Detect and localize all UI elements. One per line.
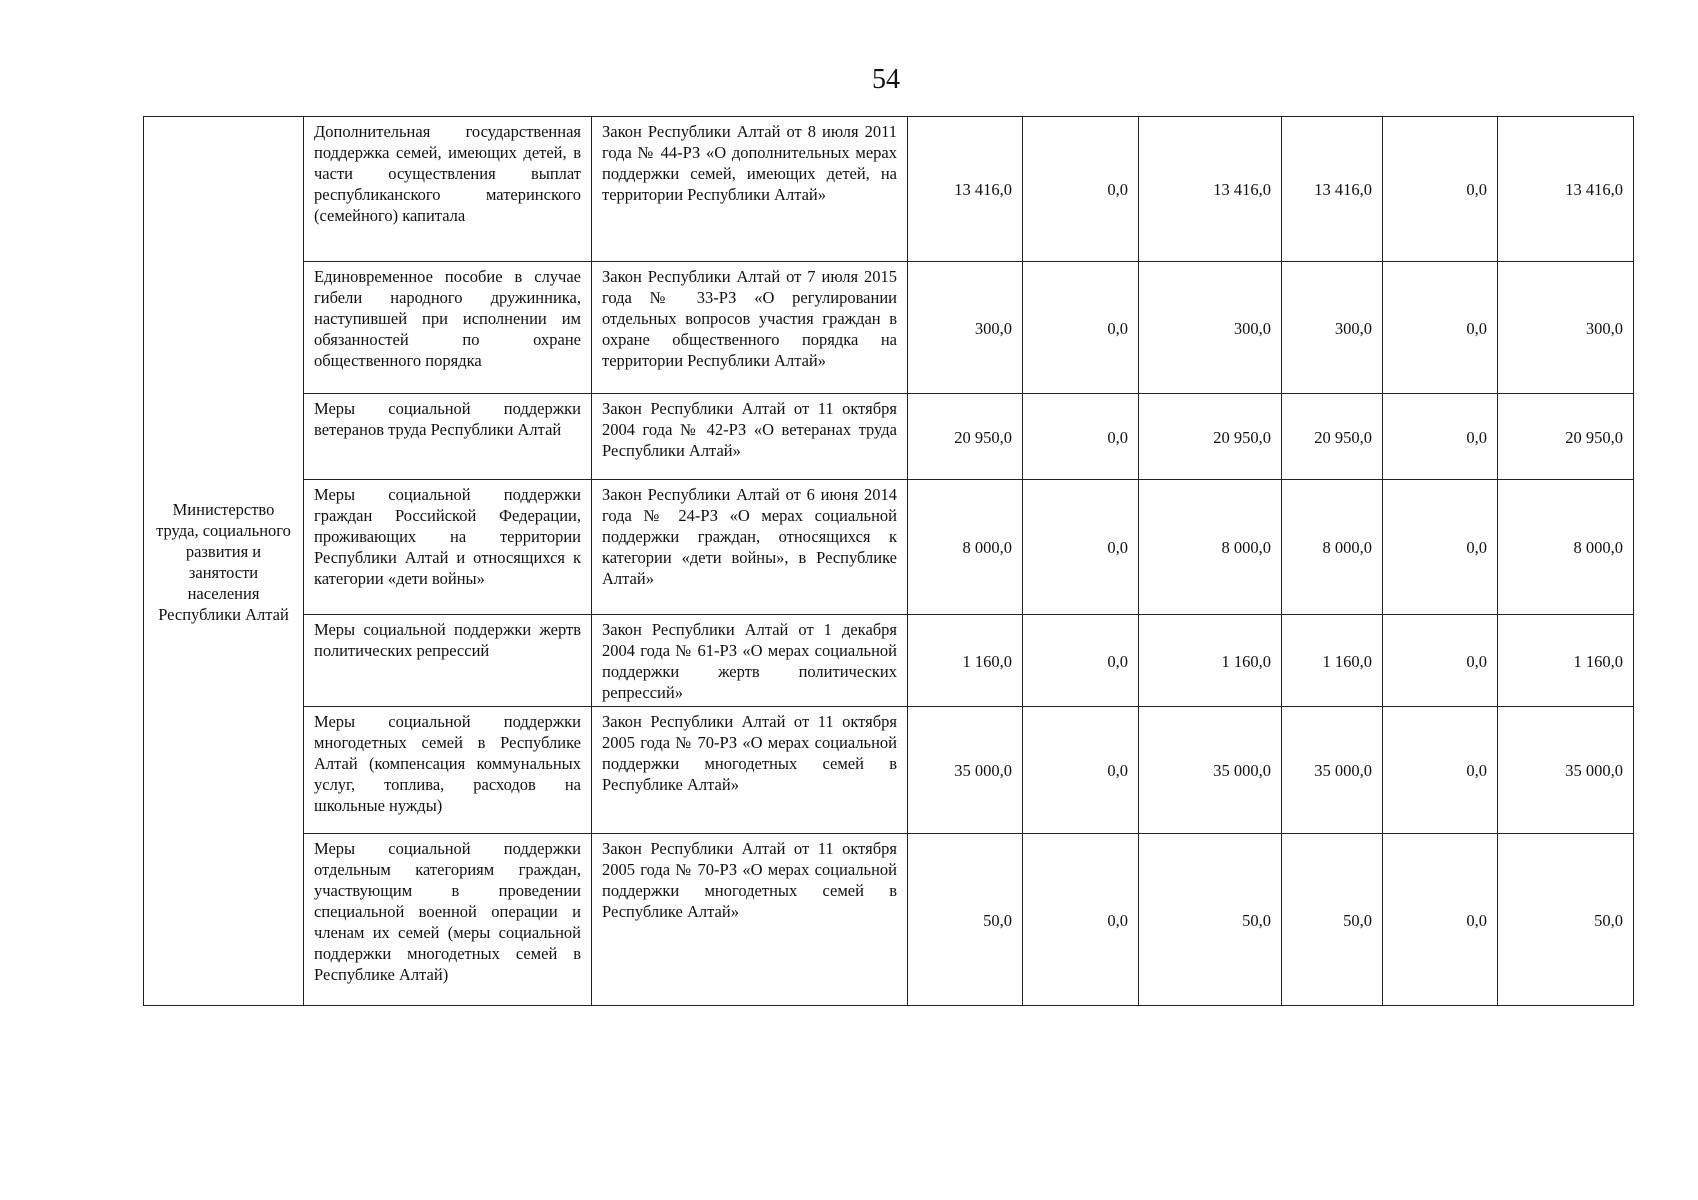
law-cell: Закон Республики Алтай от 7 июля 2015 года № 33-РЗ «О регулировании отдельных вопросов участия граждан в охране общественного порядка на территории Республики Алтай» — [592, 262, 908, 394]
measure-cell: Меры социальной поддержки отдельным категориям граждан, участвующим в проведении специальной военной операции и членам их семей (меры социальной поддержки многодетных семей в Республике Алтай) — [304, 834, 592, 1006]
value-cell: 300,0 — [1498, 262, 1634, 394]
table-row — [144, 262, 1634, 394]
table-row — [144, 707, 1634, 834]
value-cell: 50,0 — [1282, 834, 1383, 1006]
value-cell: 1 160,0 — [908, 615, 1023, 707]
value-cell: 300,0 — [908, 262, 1023, 394]
table-row — [144, 117, 1634, 262]
value-cell: 1 160,0 — [1139, 615, 1282, 707]
measure-cell: Меры социальной поддержки граждан Российской Федерации, проживающих на территории Республики Алтай и относящихся к категории «дети войны» — [304, 480, 592, 615]
value-cell: 0,0 — [1023, 262, 1139, 394]
value-cell: 0,0 — [1023, 117, 1139, 262]
measure-cell: Меры социальной поддержки ветеранов труда Республики Алтай — [304, 394, 592, 480]
value-cell: 35 000,0 — [1139, 707, 1282, 834]
law-cell: Закон Республики Алтай от 1 декабря 2004 года № 61-РЗ «О мерах социальной поддержки жертв политических репрессий» — [592, 615, 908, 707]
value-cell: 8 000,0 — [1498, 480, 1634, 615]
value-cell: 0,0 — [1383, 615, 1498, 707]
value-cell: 0,0 — [1383, 480, 1498, 615]
value-cell: 0,0 — [1023, 707, 1139, 834]
value-cell: 13 416,0 — [1282, 117, 1383, 262]
value-cell: 8 000,0 — [908, 480, 1023, 615]
value-cell: 35 000,0 — [1282, 707, 1383, 834]
value-cell: 50,0 — [1498, 834, 1634, 1006]
value-cell: 0,0 — [1383, 834, 1498, 1006]
value-cell: 35 000,0 — [1498, 707, 1634, 834]
value-cell: 35 000,0 — [908, 707, 1023, 834]
value-cell: 0,0 — [1023, 834, 1139, 1006]
law-cell: Закон Республики Алтай от 6 июня 2014 года № 24-РЗ «О мерах социальной поддержки граждан, относящихся к категории «дети войны», в Республике Алтай» — [592, 480, 908, 615]
value-cell: 0,0 — [1383, 394, 1498, 480]
measure-cell: Единовременное пособие в случае гибели народного дружинника, наступившей при исполнении им обязанностей по охране общественного порядка — [304, 262, 592, 394]
ministry-cell: Министерство труда, социального развития и занятости населения Республики Алтай — [144, 117, 304, 1006]
value-cell: 20 950,0 — [1498, 394, 1634, 480]
value-cell: 1 160,0 — [1498, 615, 1634, 707]
value-cell: 13 416,0 — [908, 117, 1023, 262]
value-cell: 0,0 — [1383, 707, 1498, 834]
value-cell: 0,0 — [1383, 262, 1498, 394]
value-cell: 8 000,0 — [1282, 480, 1383, 615]
value-cell: 300,0 — [1282, 262, 1383, 394]
value-cell: 20 950,0 — [1282, 394, 1383, 480]
value-cell: 20 950,0 — [1139, 394, 1282, 480]
table-row — [144, 480, 1634, 615]
page-number: 54 — [872, 64, 900, 95]
value-cell: 20 950,0 — [908, 394, 1023, 480]
measure-cell: Меры социальной поддержки жертв политических репрессий — [304, 615, 592, 707]
value-cell: 0,0 — [1023, 394, 1139, 480]
value-cell: 8 000,0 — [1139, 480, 1282, 615]
law-cell: Закон Республики Алтай от 11 октября 2005 года № 70-РЗ «О мерах социальной поддержки многодетных семей в Республике Алтай» — [592, 707, 908, 834]
value-cell: 13 416,0 — [1139, 117, 1282, 262]
value-cell: 50,0 — [1139, 834, 1282, 1006]
table-row — [144, 394, 1634, 480]
law-cell: Закон Республики Алтай от 11 октября 2005 года № 70-РЗ «О мерах социальной поддержки многодетных семей в Республике Алтай» — [592, 834, 908, 1006]
table-row — [144, 834, 1634, 1006]
value-cell: 1 160,0 — [1282, 615, 1383, 707]
value-cell: 0,0 — [1023, 615, 1139, 707]
law-cell: Закон Республики Алтай от 11 октября 2004 года № 42-РЗ «О ветеранах труда Республики Алтай» — [592, 394, 908, 480]
measure-cell: Меры социальной поддержки многодетных семей в Республике Алтай (компенсация коммунальных услуг, топлива, расходов на школьные нужды) — [304, 707, 592, 834]
value-cell: 0,0 — [1383, 117, 1498, 262]
value-cell: 13 416,0 — [1498, 117, 1634, 262]
value-cell: 0,0 — [1023, 480, 1139, 615]
table-row — [144, 615, 1634, 707]
measure-cell: Дополнительная государственная поддержка семей, имеющих детей, в части осуществления выплат республиканского материнского (семейного) капитала — [304, 117, 592, 262]
law-cell: Закон Республики Алтай от 8 июля 2011 года № 44-РЗ «О дополнительных мерах поддержки семей, имеющих детей, на территории Республики Алтай» — [592, 117, 908, 262]
budget-table — [143, 116, 1634, 1006]
value-cell: 300,0 — [1139, 262, 1282, 394]
value-cell: 50,0 — [908, 834, 1023, 1006]
